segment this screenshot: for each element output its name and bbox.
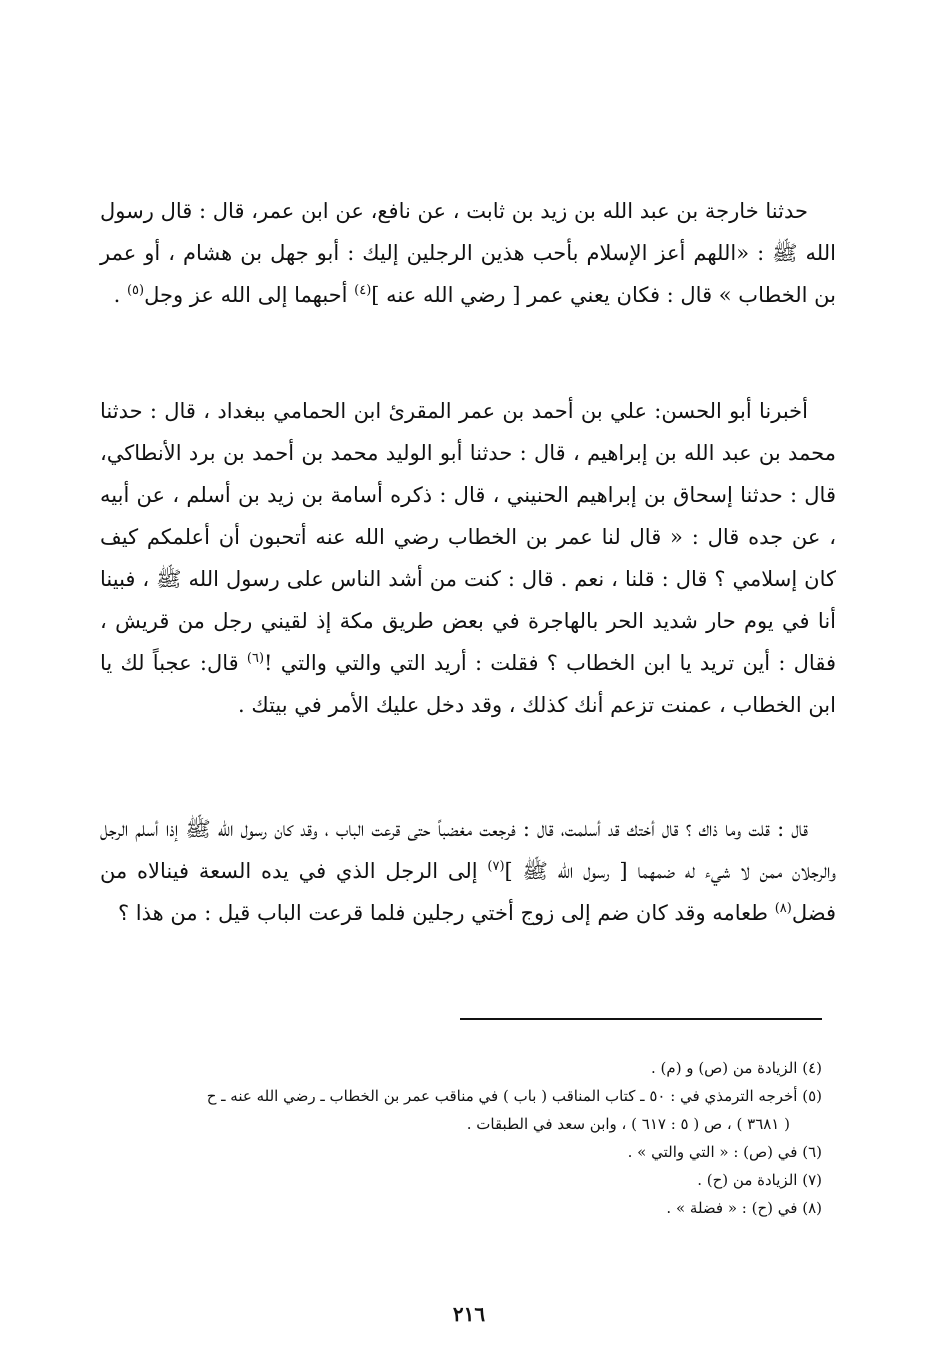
footnote-6: (٦) في (ص) : « التي والتي » . [627, 1143, 822, 1161]
footnote-8: (٨) في (ح) : « فضلة » . [666, 1199, 822, 1217]
footnote-ref-6: (٦) [246, 651, 265, 666]
paragraph-1 [100, 190, 836, 316]
paragraph-1-text-b: أحبهما إلى الله عز وجل [144, 283, 355, 307]
footnote-7: (٧) الزيادة من (ح) . [697, 1171, 822, 1189]
paragraph-3 [100, 808, 836, 934]
footnote-4: (٤) الزيادة من (ص) و (م) . [651, 1059, 822, 1077]
paragraph-2-text-a: أخبرنا أبو الحسن: علي بن أحمد بن عمر المقرئ ابن الحمامي ببغداد ، قال : حدثنا محمد بن عبد الله بن إبراهيم ، قال : حدثنا أبو الوليد محمد بن أحمد بن برد الأنطاكي، قال : حدثنا إسحاق بن إبراهيم الحنيني ، قال : ذكره أسامة بن زيد بن أسلم ، عن أبيه ، عن جده قال : « قال لنا عمر بن الخطاب رضي الله عنه أتحبون أن أعلمكم كيف كان إسلامي ؟ قال : قلنا ، نعم . قال : كنت من أشد الناس على رسول الله ﷺ ، فبينا أنا في يوم حار شديد الحر بالهاجرة في بعض طريق مكة إذ لقيني رجل من قريش ، فقال : أين تريد يا ابن الخطاب ؟ فقلت : أريد التي والتي والتي ! [100, 399, 836, 675]
paragraph-1-text-c: . [113, 283, 127, 307]
paragraph-2-text-b: قال: عجباً لك يا ابن الخطاب ، عمنت تزعم أنك كذلك ، وقد دخل عليك الأمر في بيتك . [100, 651, 836, 717]
paragraph-1-text-a: حدثنا خارجة بن عبد الله بن زيد بن ثابت ، عن نافع، عن ابن عمر، قال : قال رسول الله ﷺ : «اللهم أعز الإسلام بأحب هذين الرجلين إليك : أبو جهل بن هشام ، أو عمر بن الخطاب » قال : فكان يعني عمر [ رضي الله عنه ] [100, 199, 836, 307]
paragraph-2 [100, 390, 836, 726]
footnotes [100, 1054, 822, 1222]
footnote-divider [460, 1018, 822, 1020]
footnote-ref-5: (٥) [126, 283, 145, 298]
page-number: ٢١٦ [452, 1302, 486, 1326]
footnote-ref-8: (٨) [774, 901, 792, 916]
footnote-5: (٥) أخرجه الترمذي في : ٥٠ ـ كتاب المناقب ( باب ) في مناقب عمر بن الخطاب ـ رضي الله عنه ـ ح [206, 1087, 822, 1105]
footnote-5-continuation: ( ٣٦٨١ ) ، ص ( ٥ : ٦١٧ ) ، وابن سعد في الطبقات . [466, 1115, 790, 1133]
paragraph-3-text-c: طعامه وقد كان ضم إلى زوج أختي رجلين فلما قرعت الباب قيل : من هذا ؟ [117, 901, 775, 925]
paragraph-3-text-b: إلى الرجل الذي في يده السعة فينالاه من فضل [100, 859, 836, 925]
paragraph-3-text-a: قال : قلت وما ذاك ؟ قال أختك قد أسلمت، قال : فرجعت مغضباً حتى قرعت الباب ، وقد كان رسول الله ﷺ إذا أسلم الرجل والرجلان ممن لا شيء له ضمهما [ رسول الله ﷺ ] [100, 817, 836, 883]
footnote-ref-7: (٧) [487, 859, 505, 874]
footnote-ref-4: (٤) [354, 283, 372, 298]
